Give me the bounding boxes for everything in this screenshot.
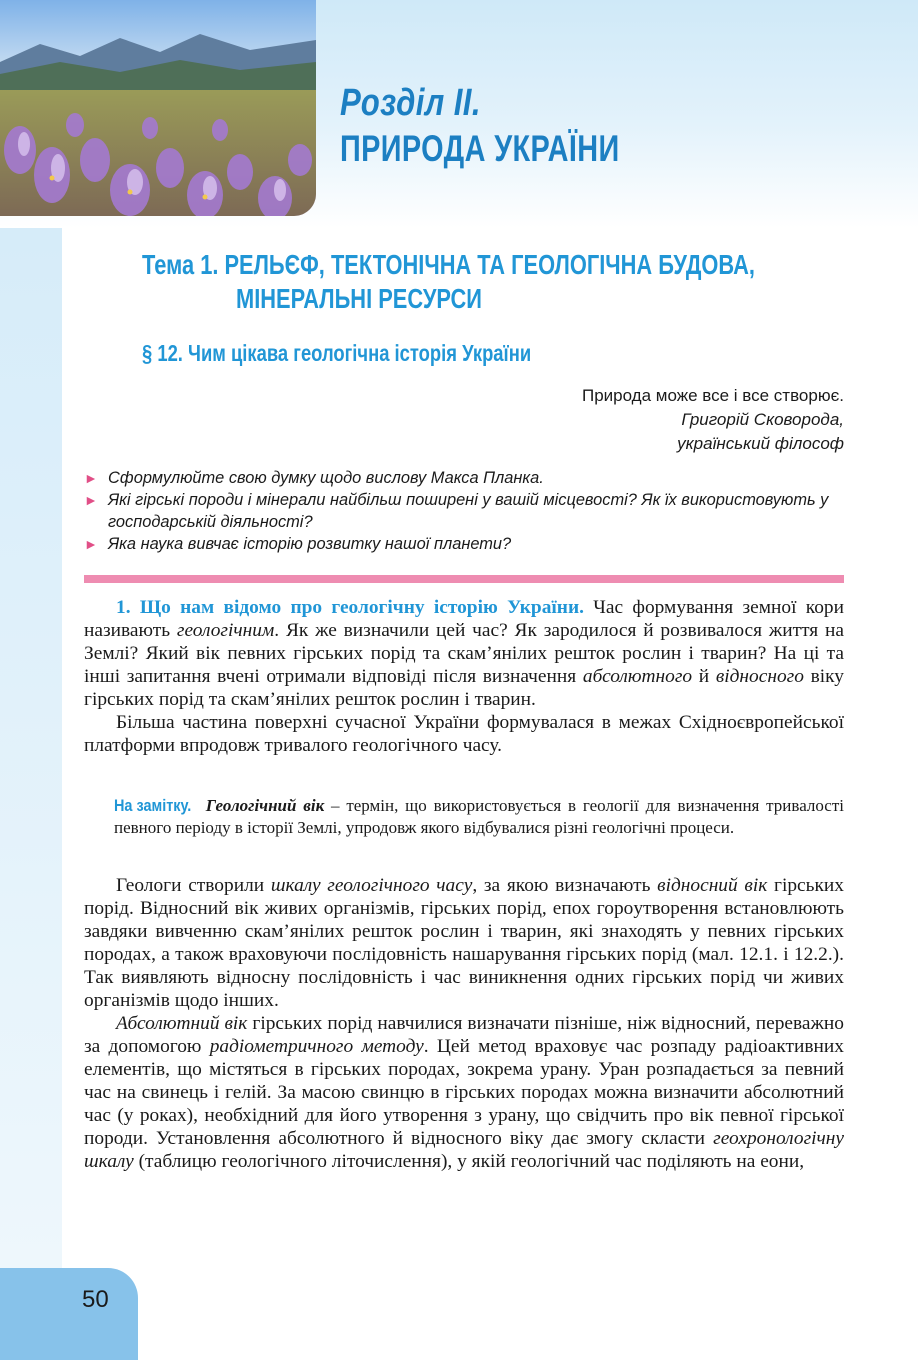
emphasis: геохронологічну шкалу (84, 1128, 844, 1172)
page-number-tab (0, 1268, 138, 1360)
question-text: Яка наука вивчає історію розвитку нашої планети? (108, 535, 512, 553)
body-paragraph (84, 596, 844, 711)
question-item (84, 533, 848, 555)
text-run: віку гірських порід та скам’янілих решток рослин і тварин. (84, 666, 844, 710)
section-title: ПРИРОДА УКРАЇНИ (340, 128, 620, 169)
emphasis: відносного (715, 666, 804, 687)
text-run: (таблицю геологічного літочислення), у якій геологічний час поділяють на еони, (133, 1151, 805, 1172)
note-box (114, 795, 844, 838)
body-paragraph (84, 874, 844, 1012)
text-run: . Цей метод враховує час розпаду радіоактивних елементів, що містяться в гірських породах, зокрема урану. Уран розпадається за певний час на свинець і гелій. За масою свинцю в гірських породах можна визначити абсолютний час (у роках), необхідний для його утворення з урану, що свідчить про вік певної гірської породи. Установлення абсолютного й відносного віку дає змогу скласти (84, 1036, 844, 1149)
emphasis: шкалу геологічного часу (270, 875, 473, 896)
body-paragraph (84, 1012, 844, 1173)
question-text: Які гірські породи і мінерали найбільш поширені у вашій місцевості? Як їх використовують у господарській діяльності? (108, 491, 829, 531)
section-divider (84, 575, 844, 583)
question-item (84, 489, 848, 533)
body-text-part1 (84, 596, 844, 757)
crocus-meadow-photo (0, 0, 316, 216)
text-run: й (692, 666, 716, 687)
text-run: гірських порід. Відносний вік живих організмів, гірських порід, епох горoутворення встановлюють завдяки вивченню скам’янілих решток рослин і тварин, які знаходять у певних гірських породах, а також враховуючи послідовність нашарування гірських порід (мал. 12.1. і 12.2.). Так виявляють відносну послідовність і час виникнення одних гірських порід чи живих організмів щодо інших. (84, 875, 844, 1011)
section-label: Розділ ІІ. (340, 82, 481, 124)
epigraph-author-role: український філософ (677, 434, 844, 453)
text-run: гірських порід навчилися визначати пізніше, ніж відносний, переважно за допомогою (84, 1013, 845, 1057)
text-run: , за якою визначають (472, 875, 658, 896)
emphasis: відносний вік (657, 875, 768, 896)
note-text: – термін, що використовується в геології для визначення тривалості певного періоду в історії Землі, упродовж якого відбувалися різні геологічні процеси. (114, 796, 845, 837)
emphasis: Абсолютний вік (116, 1013, 248, 1034)
topic-title: Тема 1. РЕЛЬЄФ, ТЕКТОНІЧНА ТА ГЕОЛОГІЧНА БУДОВА, (142, 249, 755, 280)
page-number: 50 (82, 1286, 109, 1313)
triangle-bullet-icon: ► (84, 470, 98, 486)
text-run: Час формування земної кори називають (84, 597, 844, 641)
question-text: Сформулюйте свою думку щодо вислову Макса Планка. (108, 469, 544, 487)
epigraph-author: Григорій Сковорода, (681, 410, 844, 429)
section-heading: 1. Що нам відомо про геологічну історію України. (116, 597, 584, 618)
side-strip (0, 228, 62, 1268)
triangle-bullet-icon: ► (84, 536, 98, 552)
emphasis: радіометричного методу (209, 1036, 424, 1057)
emphasis: абсолютного (582, 666, 693, 687)
epigraph (424, 384, 844, 456)
note-term: Геологічний вік (205, 796, 325, 815)
question-list (84, 467, 848, 555)
triangle-bullet-icon: ► (84, 492, 98, 508)
body-text-part2 (84, 874, 844, 1173)
note-label: На замітку. (114, 796, 192, 815)
text-run: Геологи створили (116, 875, 271, 896)
text-run: . Як же визначили цей час? Як зародилося й розвивалося життя на Землі? Який вік певних гірських порід та скам’янілих решток рослин і тварин? На ці та інші запитання вчені отримали відповіді після визначення (84, 620, 845, 687)
body-paragraph: Більша частина поверхні сучасної України формувалася в межах Східноєвропейської платформи впродовж тривалого геологічного часу. (84, 712, 844, 756)
paragraph-title: § 12. Чим цікава геологічна історія України (142, 340, 532, 366)
topic-title-continued: МІНЕРАЛЬНІ РЕСУРСИ (236, 283, 482, 314)
epigraph-quote: Природа може все і все створює. (581, 386, 844, 405)
question-item (84, 467, 848, 489)
emphasis: геологічним (176, 620, 275, 641)
